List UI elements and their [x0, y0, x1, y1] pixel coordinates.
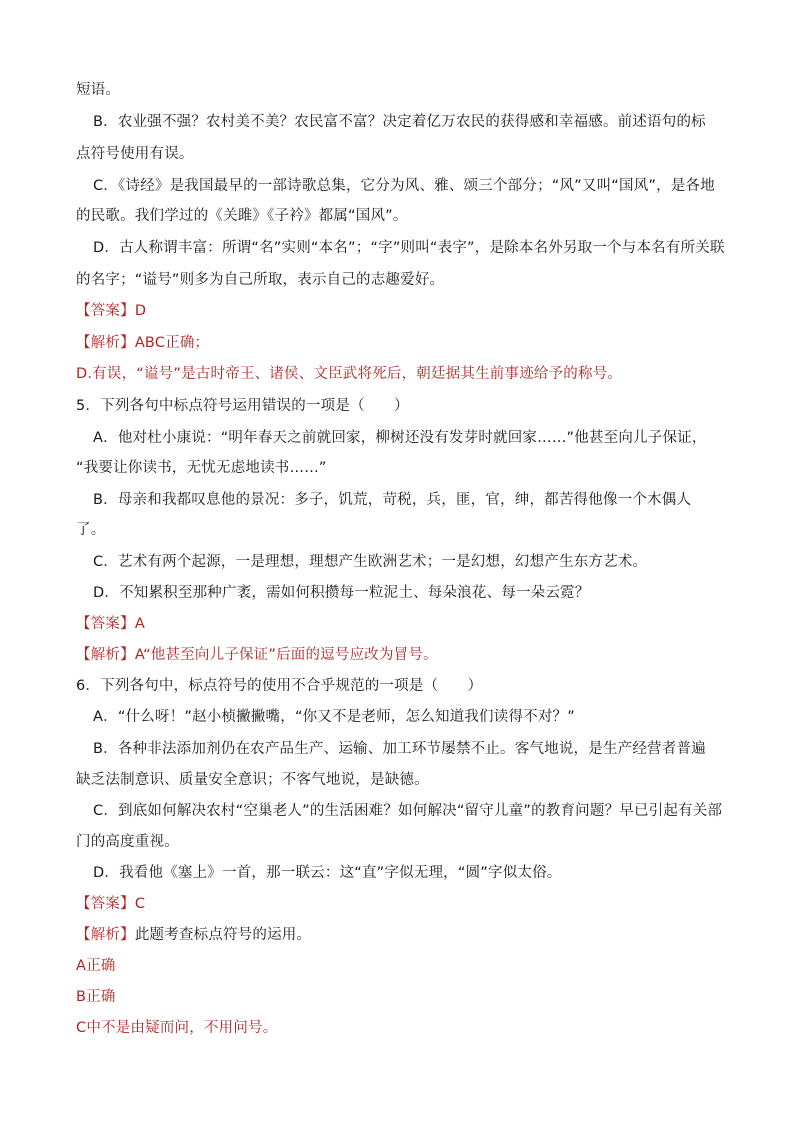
text-line: 门的高度重视。 — [76, 834, 179, 850]
analysis-tag: 【解析】 — [76, 927, 135, 943]
analysis-tag: 【解析】 — [76, 647, 135, 663]
text-line: 点符号使用有误。 — [76, 146, 194, 162]
option-c-text: C．艺术有两个起源，一是理想，理想产生欧洲艺术；一是幻想，幻想产生东方艺术。 — [93, 554, 648, 570]
text-line: 的名字；“谥号”则多为自己所取，表示自己的志趣爱好。 — [76, 272, 445, 288]
question-5-stem: 5．下列各句中标点符号运用错误的一项是（ ） — [76, 398, 409, 414]
answer-tag: 【答案】 — [76, 303, 135, 319]
answer-value: D — [134, 303, 147, 319]
option-b-text: B．母亲和我都叹息他的景况：多子，饥荒，苛税，兵，匪，官，绅，都苦得他像一个木偶人 — [93, 492, 692, 508]
analysis-text: B正确 — [76, 989, 116, 1005]
analysis-line — [76, 333, 209, 353]
option-c-text: C．到底如何解决农村“空巢老人”的生活困难？如何解决“留守儿童”的教育问题？早已引起有关部 — [93, 803, 723, 819]
analysis-line — [76, 925, 311, 945]
option-b-text: B．农业强不强？农村美不美？农民富不富？决定着亿万农民的获得感和幸福感。前述语句的标 — [93, 114, 706, 130]
analysis-tag: 【解析】 — [76, 335, 135, 351]
answer-tag: 【答案】 — [76, 616, 135, 632]
answer-value: A — [134, 616, 145, 632]
text-line: 缺乏法制意识、质量安全意识；不客气地说，是缺德。 — [76, 772, 429, 788]
analysis-text: A“他甚至向儿子保证”后面的逗号应改为冒号。 — [134, 647, 438, 663]
option-b-text: B．各种非法添加剂仍在农产品生产、运输、加工环节屡禁不止。客气地说，是生产经营者普遍 — [93, 741, 706, 757]
option-a-text: A．“什么呀！”赵小桢撇撇嘴，“你又不是老师，怎么知道我们读得不对？” — [93, 709, 575, 725]
answer-value: C — [134, 896, 146, 912]
option-d-text: D．不知累积至那种广袤，需如何积攒每一粒泥土、每朵浪花、每一朵云霓？ — [93, 585, 590, 601]
answer-line — [76, 301, 146, 321]
text-line: 短语。 — [76, 82, 121, 98]
question-6-stem: 6．下列各句中，标点符号的使用不合乎规范的一项是（ ） — [76, 678, 483, 694]
text-line: 了。 — [76, 522, 106, 538]
analysis-text: C中不是由疑而问，不用问号。 — [76, 1020, 278, 1036]
text-line: “我要让你读书，无忧无虑地读书……” — [76, 460, 327, 476]
analysis-text: A正确 — [76, 958, 116, 974]
option-a-text: A．他对杜小康说：“明年春天之前就回家，柳树还没有发芽时就回家……”他甚至向儿子保证， — [93, 430, 707, 446]
analysis-text: 此题考查标点符号的运用。 — [134, 927, 312, 943]
option-d-text: D．我看他《塞上》一首，那一联云：这“直”字似无理，“圆”字似太俗。 — [93, 865, 562, 881]
option-c-text: C．《诗经》是我国最早的一部诗歌总集，它分为风、雅、颂三个部分；“风”又叫“国风”，是各地 — [93, 178, 715, 194]
analysis-line — [76, 645, 438, 665]
option-d-text: D．古人称谓丰富：所谓“名”实则“本名”；“字”则叫“表字”，是除本名外另取一个与本名有所关联 — [93, 240, 725, 256]
answer-line — [76, 614, 145, 634]
analysis-text: ABC正确； — [134, 335, 210, 351]
analysis-text: D.有误，“谥号”是古时帝王、诸侯、文臣武将死后，朝廷据其生前事迹给予的称号。 — [76, 366, 623, 382]
text-line: 的民歌。我们学过的《关雎》《子衿》都属“国风”。 — [76, 208, 408, 224]
answer-tag: 【答案】 — [76, 896, 135, 912]
answer-line — [76, 894, 145, 914]
